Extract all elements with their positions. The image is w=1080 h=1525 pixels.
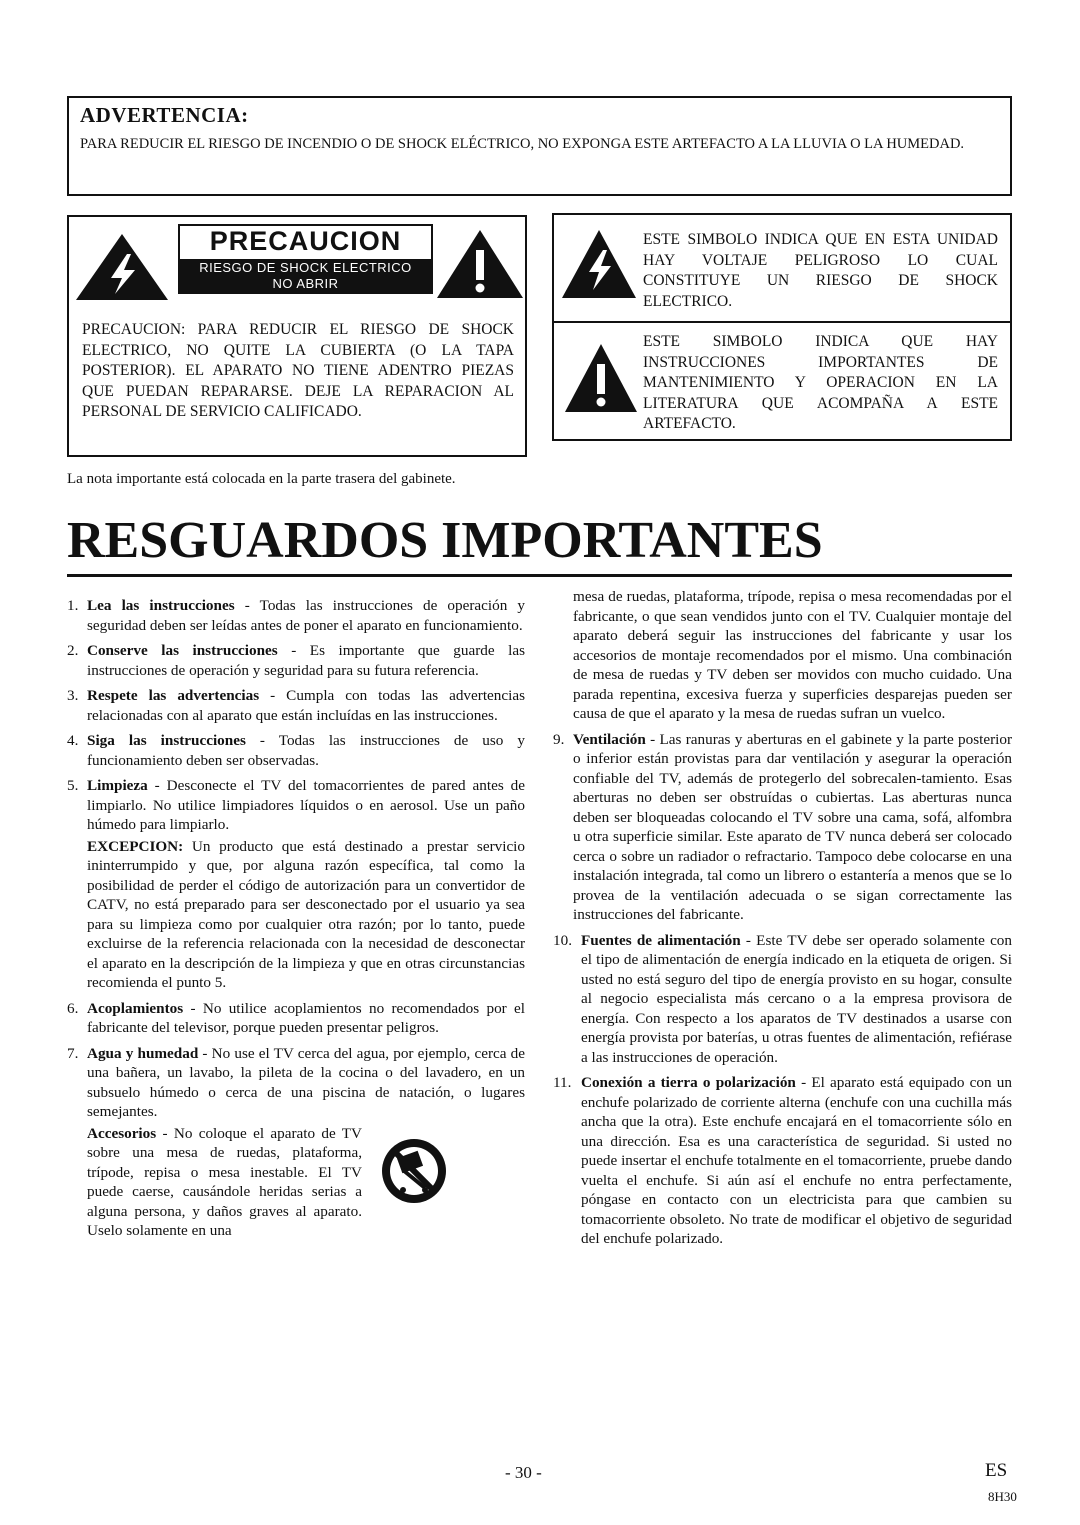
precaucion-banner-title: PRECAUCION	[209, 226, 402, 256]
lightning-triangle-icon	[75, 232, 170, 302]
list-item	[67, 686, 525, 725]
item-text: - No use el TV cerca del agua, por ejemplo, cerca de una bañera, un lavabo, la pileta de la cocina o del lavadero, en un subsuelo húmedo o cerca de una piscina de natación, o lugares semejantes.	[87, 1044, 525, 1120]
exclamation-triangle-icon	[563, 342, 639, 414]
item-title: Conserve las instrucciones	[87, 642, 278, 659]
item-text: - No utilice acoplamientos no recomendados por el fabricante del televisor, porque pueden presentar peligros.	[87, 999, 525, 1036]
item-number: 3.	[67, 687, 79, 704]
model-code: 8H30	[988, 1489, 1017, 1504]
item-text: - Todas las instrucciones de uso y funcionamiento deben ser observadas.	[87, 732, 525, 769]
list-item	[553, 931, 1012, 1068]
lightning-symbol-text: ESTE SIMBOLO INDICA QUE EN ESTA UNIDAD HAY VOLTAJE PELIGROSO LO CUAL CONSTITUYE UN RIESGO DE SHOCK ELECTRICO.	[643, 231, 998, 310]
item-title: Conexión a tierra o polarización	[581, 1074, 796, 1091]
lightning-triangle-icon	[560, 228, 638, 300]
precaucion-banner-line1: RIESGO DE SHOCK ELECTRICO	[199, 260, 412, 275]
accesorios-continuation: mesa de ruedas, plataforma, trípode, repisa o mesa recomendadas por el fabricante, o que sean vendidos junto con el TV. Cualquier montaje del aparato deberá seguir las instrucciones del fabricante y usar los accesorios de montaje recomendados por el mismo. Una combinación de mesa de ruedas y TV deben ser movidos con mucho cuidado. Una parada repentina, excesiva fuerza y superficies desparejas pueden ser causa de que el aparato y la mesa de ruedas sufran un vuelco.	[573, 588, 1012, 722]
excepcion-text: Un producto que está destinado a prestar servicio ininterrumpido y que, por alguna razón específica, tal como la posibilidad de perder el código de autorización para un convertidor de CATV, no está preparado para ser desconectado por el usuario ya sea para su limpieza como por cualquier otra razón; por lo tanto, puede excluirse de la referencia relacionada con la necesidad de desconectar el aparato en la descripción de la limpieza y que en otras circunstancias recomienda el punto 5.	[87, 837, 525, 991]
item-text: - El aparato está equipado con un enchufe polarizado de corriente alterna (enchufe con una cuchilla más ancha que la otra). Este enchufe encajará en el tomacorriente sólo en una dirección. Esa es una característica de seguridad. Si usted no puede insertar el enchufe totalmente en el tomacorriente, pruebe dando vuelta el enchufe. Si aún así el enchufe no entra perfectamente, póngase en contacto con un electricista para que cambien su tomacorriente obsoleto. No trate de modificar el objetivo de seguridad del enchufe polarizado.	[581, 1074, 1012, 1247]
item-number: 6.	[67, 999, 79, 1017]
cabinet-note: La nota importante está colocada en la parte trasera del gabinete.	[67, 471, 456, 487]
item-title: Limpieza	[87, 777, 148, 794]
item-number: 11.	[553, 1074, 572, 1091]
item-text: - Todas las instrucciones de operación y seguridad deben ser leídas antes de poner el aparato en funcionamiento.	[87, 597, 526, 634]
advertencia-text: PARA REDUCIR EL RIESGO DE INCENDIO O DE SHOCK ELÉCTRICO, NO EXPONGA ESTE ARTEFACTO A LA LLUVIA O LA HUMEDAD.	[80, 136, 965, 152]
item-title: Siga las instrucciones	[87, 732, 246, 749]
item-number: 2.	[67, 642, 79, 659]
no-cart-tip-icon	[379, 1136, 449, 1206]
item-number: 4.	[67, 732, 79, 749]
list-item	[553, 730, 1012, 925]
item-number: 10.	[553, 931, 572, 949]
language-code: ES	[985, 1460, 1008, 1481]
item-title: Respete las advertencias	[87, 687, 260, 704]
exclamation-triangle-icon	[435, 228, 525, 300]
list-item	[67, 641, 525, 680]
precaucion-banner-line2: NO ABRIR	[272, 276, 339, 291]
item-text: - Desconecte el TV del tomacorrientes de pared antes de limpiarlo. No utilice limpiadores líquidos o en aerosol. Use un paño húmedo para limpiarlo.	[87, 777, 525, 833]
list-item	[67, 776, 525, 835]
accesorios-text: - No coloque el aparato de TV sobre una mesa de ruedas, plataforma, trípode, repisa o mesa inestable. El TV puede caerse, causándole heridas serias a alguna persona, y daños graves al aparato. Uselo solamente en una	[87, 1124, 362, 1239]
title-rule	[67, 574, 1012, 577]
item-text: - Este TV debe ser operado solamente con el tipo de alimentación de energía indicado en la etiqueta de origen. Si usted no está seguro del tipo de energía provisto en su hogar, consulte al negocio especialista más cercano o a la empresa provisora de energía. Con respecto a los aparatos de TV destinados a usarse con energía provista por baterías, u otras fuentes de alimentación, refiérase a las instrucciones de operación.	[581, 931, 1012, 1066]
item-title: Fuentes de alimentación	[581, 931, 741, 949]
page-number: - 30 -	[505, 1463, 542, 1482]
list-item	[553, 1073, 1012, 1249]
item-title: Agua y humedad	[87, 1044, 199, 1062]
symbols-divider	[552, 321, 1012, 323]
advertencia-title: ADVERTENCIA:	[80, 103, 249, 127]
item-text: - Las ranuras y aberturas en el gabinete y la parte posterior o inferior están provistas para dar ventilación y asegurar la operación confiable del TV, además de protegerlo del sobrecalen-tamiento. Esas aberturas no deben ser obstruídas o cubiertas. Las aberturas nunca deben ser bloqueadas colocando el TV sobre una cama, sofá, alfombra u otra superficie similar. Este aparato de TV nunca deberá ser colocado cerca o sobre un radiador o refractario. Tampoco debe colocarse en una instalación integrada, tal como un librero o estantería a menos que se lo provea de la ventilación adecuada o se sigan correctamente las instrucciones del fabricante.	[573, 730, 1012, 923]
page-title: RESGUARDOS IMPORTANTES	[67, 512, 823, 569]
item-text: - Es importante que guarde las instrucciones de operación y seguridad para su futura referencia.	[87, 642, 525, 679]
item-number: 7.	[67, 1044, 79, 1062]
list-item	[67, 1044, 525, 1122]
accesorios-title: Accesorios	[87, 1124, 157, 1142]
accesorios-paragraph	[67, 1124, 525, 1241]
right-column	[553, 587, 1012, 1255]
exclamation-symbol-text: ESTE SIMBOLO INDICA QUE HAY INSTRUCCIONES IMPORTANTES DE MANTENIMIENTO Y OPERACION EN LA LITERATURA QUE ACOMPAÑA A ESTE ARTEFACTO.	[643, 333, 998, 432]
item-title: Lea las instrucciones	[87, 597, 235, 614]
excepcion-title: EXCEPCION:	[87, 837, 184, 855]
item-text: - Cumpla con todas las advertencias relacionadas con al aparato que están incluídas en las instrucciones.	[87, 687, 525, 724]
item-title: Ventilación	[573, 730, 646, 748]
item-title: Acoplamientos	[87, 999, 184, 1017]
list-item	[67, 999, 525, 1038]
left-column	[67, 596, 525, 1241]
list-item	[67, 596, 525, 635]
list-item	[67, 731, 525, 770]
item-number: 9.	[553, 730, 565, 748]
precaucion-text: PRECAUCION: PARA REDUCIR EL RIESGO DE SHOCK ELECTRICO, NO QUITE LA CUBIERTA (O LA TAPA POSTERIOR). EL APARATO NO TIENE ADENTRO PIEZAS QUE PUEDAN REPARARSE. DEJE LA REPARACION AL PERSONAL DE SERVICIO CALIFICADO.	[82, 321, 514, 420]
item-number: 1.	[67, 597, 79, 614]
item-number: 5.	[67, 777, 79, 794]
excepcion-paragraph	[67, 837, 525, 993]
